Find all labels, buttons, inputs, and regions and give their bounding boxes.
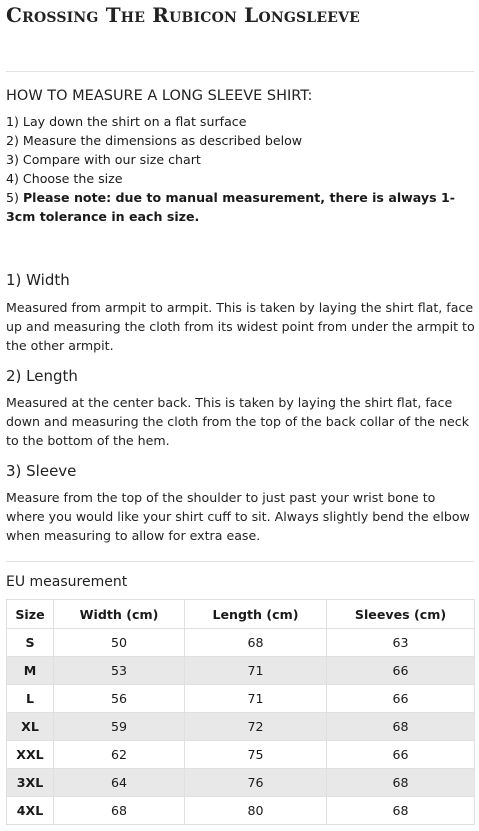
width-cell: 56 — [54, 685, 185, 713]
column-header: Size — [7, 600, 54, 629]
sleeve-cell: 66 — [327, 685, 475, 713]
length-cell: 75 — [185, 741, 327, 769]
sleeve-cell: 66 — [327, 657, 475, 685]
divider — [6, 561, 474, 562]
step-item: 2) Measure the dimensions as described below — [6, 133, 303, 148]
length-heading: 2) Length — [6, 367, 78, 385]
tolerance-note — [6, 188, 474, 226]
steps-list — [6, 112, 474, 226]
size-cell: XXL — [7, 741, 54, 769]
column-header: Width (cm) — [54, 600, 185, 629]
table-row — [7, 657, 475, 685]
table-row — [7, 713, 475, 741]
how-to-heading: HOW TO MEASURE A LONG SLEEVE SHIRT: — [6, 88, 313, 104]
eu-measurement-label: EU measurement — [6, 574, 128, 590]
sleeve-cell: 66 — [327, 741, 475, 769]
note-bold: Please note: due to manual measurement, there is always 1-3cm tolerance in each size. — [6, 190, 455, 224]
sleeve-heading: 3) Sleeve — [6, 462, 77, 480]
width-cell: 68 — [54, 797, 185, 825]
note-prefix: 5) — [6, 190, 23, 205]
sleeve-text: Measure from the top of the shoulder to just past your wrist bone to where you would like your shirt cuff to sit. Always slightly bend the elbow when measuring to allow for extra ease. — [6, 490, 470, 543]
width-cell: 50 — [54, 629, 185, 657]
width-heading: 1) Width — [6, 271, 70, 289]
length-cell: 71 — [185, 685, 327, 713]
length-cell: 72 — [185, 713, 327, 741]
size-cell: M — [7, 657, 54, 685]
width-cell: 64 — [54, 769, 185, 797]
size-cell: 3XL — [7, 769, 54, 797]
column-header: Sleeves (cm) — [327, 600, 475, 629]
column-header: Length (cm) — [185, 600, 327, 629]
size-cell: L — [7, 685, 54, 713]
divider — [6, 71, 474, 72]
width-cell: 62 — [54, 741, 185, 769]
length-cell: 76 — [185, 769, 327, 797]
sleeve-cell: 63 — [327, 629, 475, 657]
size-chart-table — [6, 599, 475, 825]
page-title: Crossing The Rubicon Longsleeve — [6, 3, 361, 27]
length-cell: 71 — [185, 657, 327, 685]
length-text: Measured at the center back. This is taken by laying the shirt flat, face down and measuring the cloth from the top of the back collar of the neck to the bottom of the hem. — [6, 395, 469, 448]
table-row — [7, 797, 475, 825]
length-cell: 80 — [185, 797, 327, 825]
table-row — [7, 769, 475, 797]
sleeve-cell: 68 — [327, 797, 475, 825]
width-cell: 59 — [54, 713, 185, 741]
table-header-row — [7, 600, 475, 629]
table-row — [7, 685, 475, 713]
table-row — [7, 741, 475, 769]
step-item: 1) Lay down the shirt on a flat surface — [6, 114, 247, 129]
size-cell: 4XL — [7, 797, 54, 825]
table-row — [7, 629, 475, 657]
size-cell: S — [7, 629, 54, 657]
width-cell: 53 — [54, 657, 185, 685]
width-text: Measured from armpit to armpit. This is taken by laying the shirt flat, face up and measuring the cloth from its widest point from under the armpit to the other armpit. — [6, 300, 475, 353]
step-item: 3) Compare with our size chart — [6, 152, 201, 167]
step-item: 4) Choose the size — [6, 171, 123, 186]
length-cell: 68 — [185, 629, 327, 657]
sleeve-cell: 68 — [327, 713, 475, 741]
sleeve-cell: 68 — [327, 769, 475, 797]
size-cell: XL — [7, 713, 54, 741]
